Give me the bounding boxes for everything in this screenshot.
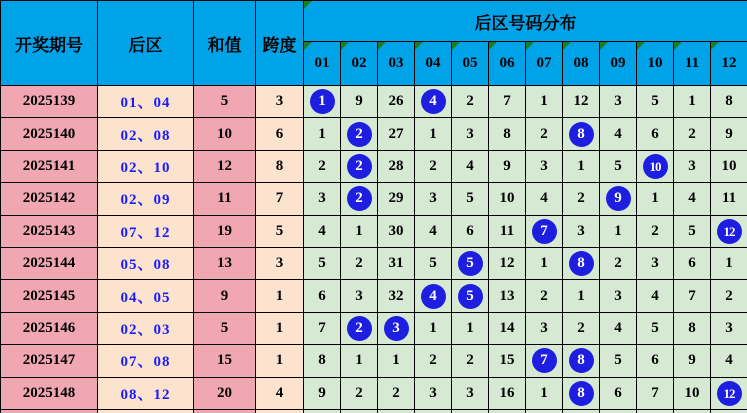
ball-cell bbox=[526, 215, 563, 247]
miss-cell: 2 bbox=[563, 312, 600, 344]
dist-col-label: 02 bbox=[351, 55, 367, 71]
number-ball: 4 bbox=[421, 89, 446, 114]
miss-cell: 8 bbox=[304, 345, 341, 377]
miss-cell: 4 bbox=[711, 345, 747, 377]
cropped-cell bbox=[489, 409, 526, 413]
dist-col-label: 12 bbox=[721, 55, 737, 71]
corner-mark-icon bbox=[304, 1, 312, 9]
miss-cell: 32 bbox=[378, 280, 415, 312]
span-cell: 1 bbox=[256, 345, 304, 377]
number-ball: 12 bbox=[717, 381, 742, 406]
ball-cell bbox=[563, 345, 600, 377]
span-cell: 1 bbox=[256, 312, 304, 344]
span-cell: 3 bbox=[256, 86, 304, 118]
dist-col-label: 09 bbox=[610, 55, 626, 71]
col-header-period: 开奖期号 bbox=[1, 1, 98, 86]
span-cell: 5 bbox=[256, 215, 304, 247]
miss-cell: 3 bbox=[526, 150, 563, 182]
miss-cell: 6 bbox=[304, 280, 341, 312]
ball-cell bbox=[341, 312, 378, 344]
miss-cell: 11 bbox=[489, 215, 526, 247]
miss-cell: 4 bbox=[304, 215, 341, 247]
back-zone-cell: 07、08 bbox=[98, 345, 194, 377]
back-zone-cell: 08、12 bbox=[98, 377, 194, 409]
miss-cell: 3 bbox=[452, 118, 489, 150]
sum-cell: 13 bbox=[194, 247, 256, 279]
miss-cell: 2 bbox=[415, 150, 452, 182]
sum-cell: 5 bbox=[194, 86, 256, 118]
miss-cell: 11 bbox=[711, 183, 747, 215]
table-row bbox=[1, 86, 747, 118]
cropped-cell bbox=[452, 409, 489, 413]
ball-cell bbox=[304, 86, 341, 118]
miss-cell: 4 bbox=[452, 150, 489, 182]
period-cell: 2025143 bbox=[1, 215, 98, 247]
number-ball: 8 bbox=[569, 251, 594, 276]
cropped-cell bbox=[563, 409, 600, 413]
dist-col-header-05 bbox=[452, 42, 489, 86]
dist-col-header-01 bbox=[304, 42, 341, 86]
miss-cell: 4 bbox=[526, 183, 563, 215]
period-cell: 2025139 bbox=[1, 86, 98, 118]
table-row bbox=[1, 377, 747, 409]
number-ball: 7 bbox=[532, 348, 557, 373]
miss-cell: 29 bbox=[378, 183, 415, 215]
number-ball: 2 bbox=[347, 154, 372, 179]
period-cell: 2025147 bbox=[1, 345, 98, 377]
miss-cell: 5 bbox=[452, 183, 489, 215]
corner-mark-icon bbox=[637, 42, 645, 50]
corner-mark-icon bbox=[526, 42, 534, 50]
miss-cell: 12 bbox=[563, 86, 600, 118]
ball-cell bbox=[563, 377, 600, 409]
miss-cell: 2 bbox=[452, 345, 489, 377]
cropped-cell bbox=[415, 409, 452, 413]
dist-col-header-03 bbox=[378, 42, 415, 86]
cropped-cell bbox=[526, 409, 563, 413]
miss-cell: 3 bbox=[711, 312, 747, 344]
miss-cell: 2 bbox=[563, 183, 600, 215]
table-row bbox=[1, 280, 747, 312]
dist-col-header-10 bbox=[637, 42, 674, 86]
cropped-cell bbox=[378, 409, 415, 413]
ball-cell bbox=[452, 280, 489, 312]
miss-cell: 2 bbox=[341, 247, 378, 279]
miss-cell: 2 bbox=[378, 377, 415, 409]
miss-cell: 2 bbox=[526, 118, 563, 150]
number-ball: 2 bbox=[347, 122, 372, 147]
ball-cell bbox=[600, 183, 637, 215]
miss-cell: 15 bbox=[489, 345, 526, 377]
corner-mark-icon bbox=[674, 42, 682, 50]
miss-cell: 6 bbox=[637, 118, 674, 150]
table-row bbox=[1, 247, 747, 279]
miss-cell: 5 bbox=[600, 150, 637, 182]
ball-cell bbox=[563, 118, 600, 150]
miss-cell: 9 bbox=[304, 377, 341, 409]
miss-cell: 3 bbox=[526, 312, 563, 344]
table-row bbox=[1, 312, 747, 344]
span-cell: 1 bbox=[256, 280, 304, 312]
span-cell: 3 bbox=[256, 247, 304, 279]
miss-cell: 1 bbox=[637, 183, 674, 215]
ball-cell bbox=[415, 86, 452, 118]
miss-cell: 6 bbox=[637, 345, 674, 377]
miss-cell: 7 bbox=[637, 377, 674, 409]
ball-cell bbox=[341, 150, 378, 182]
cropped-cell bbox=[304, 409, 341, 413]
col-header-span: 跨度 bbox=[256, 1, 304, 86]
back-zone-cell: 02、09 bbox=[98, 183, 194, 215]
corner-mark-icon bbox=[489, 42, 497, 50]
period-cell: 2025146 bbox=[1, 312, 98, 344]
dist-col-label: 03 bbox=[388, 55, 404, 71]
dist-col-header-12 bbox=[711, 42, 747, 86]
back-zone-cell: 02、03 bbox=[98, 312, 194, 344]
miss-cell: 27 bbox=[378, 118, 415, 150]
miss-cell: 5 bbox=[304, 247, 341, 279]
cropped-cell bbox=[674, 409, 711, 413]
corner-mark-icon bbox=[452, 42, 460, 50]
miss-cell: 6 bbox=[674, 247, 711, 279]
miss-cell: 1 bbox=[711, 247, 747, 279]
col-header-back-zone: 后区 bbox=[98, 1, 194, 86]
table-row bbox=[1, 345, 747, 377]
miss-cell: 2 bbox=[304, 150, 341, 182]
dist-col-label: 08 bbox=[573, 55, 589, 71]
col-header-distribution bbox=[304, 1, 747, 42]
miss-cell: 3 bbox=[600, 280, 637, 312]
miss-cell: 7 bbox=[304, 312, 341, 344]
cropped-cell bbox=[341, 409, 378, 413]
number-ball: 8 bbox=[569, 348, 594, 373]
miss-cell: 7 bbox=[489, 86, 526, 118]
number-ball: 2 bbox=[347, 186, 372, 211]
miss-cell: 10 bbox=[674, 377, 711, 409]
dist-col-header-06 bbox=[489, 42, 526, 86]
cropped-next-row bbox=[1, 409, 747, 413]
dist-col-header-09 bbox=[600, 42, 637, 86]
ball-cell bbox=[341, 118, 378, 150]
miss-cell: 9 bbox=[489, 150, 526, 182]
dist-col-label: 06 bbox=[499, 55, 515, 71]
period-cell: 2025144 bbox=[1, 247, 98, 279]
span-cell: 8 bbox=[256, 150, 304, 182]
number-ball: 8 bbox=[569, 122, 594, 147]
miss-cell: 3 bbox=[563, 215, 600, 247]
miss-cell: 7 bbox=[674, 280, 711, 312]
miss-cell: 5 bbox=[637, 86, 674, 118]
cropped-cell bbox=[98, 409, 194, 413]
back-zone-cell: 05、08 bbox=[98, 247, 194, 279]
sum-cell: 10 bbox=[194, 118, 256, 150]
dist-col-header-08 bbox=[563, 42, 600, 86]
span-cell: 7 bbox=[256, 183, 304, 215]
miss-cell: 5 bbox=[637, 312, 674, 344]
ball-cell bbox=[637, 150, 674, 182]
cropped-cell bbox=[711, 409, 747, 413]
miss-cell: 4 bbox=[674, 183, 711, 215]
ball-cell bbox=[415, 280, 452, 312]
period-cell: 2025140 bbox=[1, 118, 98, 150]
span-cell: 6 bbox=[256, 118, 304, 150]
dist-col-label: 10 bbox=[647, 55, 663, 71]
header-row-main bbox=[1, 1, 747, 42]
dist-col-label: 05 bbox=[462, 55, 478, 71]
table-row bbox=[1, 118, 747, 150]
miss-cell: 10 bbox=[489, 183, 526, 215]
number-ball: 10 bbox=[643, 154, 668, 179]
corner-mark-icon bbox=[341, 42, 349, 50]
cropped-cell bbox=[1, 409, 98, 413]
miss-cell: 1 bbox=[526, 86, 563, 118]
ball-cell bbox=[526, 345, 563, 377]
dist-col-header-04 bbox=[415, 42, 452, 86]
sum-cell: 19 bbox=[194, 215, 256, 247]
number-ball: 5 bbox=[458, 251, 483, 276]
dist-col-label: 01 bbox=[314, 55, 330, 71]
miss-cell: 4 bbox=[600, 118, 637, 150]
cropped-cell bbox=[637, 409, 674, 413]
miss-cell: 3 bbox=[674, 150, 711, 182]
miss-cell: 2 bbox=[711, 280, 747, 312]
miss-cell: 5 bbox=[674, 215, 711, 247]
miss-cell: 8 bbox=[674, 312, 711, 344]
sum-cell: 20 bbox=[194, 377, 256, 409]
number-ball: 2 bbox=[347, 316, 372, 341]
corner-mark-icon bbox=[378, 42, 386, 50]
miss-cell: 1 bbox=[526, 377, 563, 409]
miss-cell: 1 bbox=[600, 215, 637, 247]
miss-cell: 1 bbox=[378, 345, 415, 377]
miss-cell: 26 bbox=[378, 86, 415, 118]
cropped-cell bbox=[600, 409, 637, 413]
miss-cell: 12 bbox=[489, 247, 526, 279]
period-cell: 2025148 bbox=[1, 377, 98, 409]
period-cell: 2025142 bbox=[1, 183, 98, 215]
miss-cell: 2 bbox=[415, 345, 452, 377]
dist-col-label: 07 bbox=[536, 55, 552, 71]
miss-cell: 16 bbox=[489, 377, 526, 409]
sum-cell: 5 bbox=[194, 312, 256, 344]
back-zone-cell: 01、04 bbox=[98, 86, 194, 118]
miss-cell: 9 bbox=[341, 86, 378, 118]
sum-cell: 15 bbox=[194, 345, 256, 377]
miss-cell: 4 bbox=[637, 280, 674, 312]
miss-cell: 1 bbox=[415, 312, 452, 344]
miss-cell: 3 bbox=[304, 183, 341, 215]
miss-cell: 1 bbox=[674, 86, 711, 118]
back-zone-cell: 02、08 bbox=[98, 118, 194, 150]
miss-cell: 8 bbox=[711, 86, 747, 118]
ball-cell bbox=[452, 247, 489, 279]
miss-cell: 2 bbox=[452, 86, 489, 118]
sum-cell: 9 bbox=[194, 280, 256, 312]
miss-cell: 2 bbox=[674, 118, 711, 150]
number-ball: 1 bbox=[310, 89, 335, 114]
miss-cell: 1 bbox=[304, 118, 341, 150]
distribution-title: 后区号码分布 bbox=[474, 13, 577, 33]
miss-cell: 14 bbox=[489, 312, 526, 344]
miss-cell: 9 bbox=[711, 118, 747, 150]
miss-cell: 5 bbox=[600, 345, 637, 377]
col-header-sum: 和值 bbox=[194, 1, 256, 86]
back-zone-cell: 07、12 bbox=[98, 215, 194, 247]
corner-mark-icon bbox=[711, 42, 719, 50]
number-ball: 4 bbox=[421, 284, 446, 309]
dist-col-header-07 bbox=[526, 42, 563, 86]
miss-cell: 13 bbox=[489, 280, 526, 312]
dist-col-label: 04 bbox=[425, 55, 441, 71]
miss-cell: 3 bbox=[452, 377, 489, 409]
dist-col-header-11 bbox=[674, 42, 711, 86]
miss-cell: 1 bbox=[563, 280, 600, 312]
number-ball: 9 bbox=[606, 186, 631, 211]
number-ball: 8 bbox=[569, 381, 594, 406]
ball-cell bbox=[378, 312, 415, 344]
corner-mark-icon bbox=[415, 42, 423, 50]
miss-cell: 8 bbox=[489, 118, 526, 150]
miss-cell: 1 bbox=[341, 215, 378, 247]
number-ball: 5 bbox=[458, 284, 483, 309]
corner-mark-icon bbox=[304, 42, 312, 50]
miss-cell: 10 bbox=[711, 150, 747, 182]
miss-cell: 30 bbox=[378, 215, 415, 247]
ball-cell bbox=[711, 215, 747, 247]
miss-cell: 31 bbox=[378, 247, 415, 279]
miss-cell: 3 bbox=[415, 183, 452, 215]
back-zone-cell: 02、10 bbox=[98, 150, 194, 182]
miss-cell: 9 bbox=[674, 345, 711, 377]
number-ball: 3 bbox=[384, 316, 409, 341]
span-cell: 4 bbox=[256, 377, 304, 409]
miss-cell: 3 bbox=[637, 247, 674, 279]
miss-cell: 2 bbox=[600, 247, 637, 279]
miss-cell: 1 bbox=[526, 247, 563, 279]
miss-cell: 3 bbox=[415, 377, 452, 409]
ball-cell bbox=[711, 377, 747, 409]
dist-col-label: 11 bbox=[684, 55, 700, 71]
table-row bbox=[1, 150, 747, 182]
miss-cell: 1 bbox=[452, 312, 489, 344]
cropped-cell bbox=[194, 409, 256, 413]
miss-cell: 28 bbox=[378, 150, 415, 182]
miss-cell: 1 bbox=[563, 150, 600, 182]
miss-cell: 3 bbox=[600, 86, 637, 118]
corner-mark-icon bbox=[563, 42, 571, 50]
sum-cell: 11 bbox=[194, 183, 256, 215]
miss-cell: 1 bbox=[415, 118, 452, 150]
sum-cell: 12 bbox=[194, 150, 256, 182]
ball-cell bbox=[341, 183, 378, 215]
dist-col-header-02 bbox=[341, 42, 378, 86]
number-ball: 7 bbox=[532, 219, 557, 244]
miss-cell: 3 bbox=[341, 280, 378, 312]
period-cell: 2025141 bbox=[1, 150, 98, 182]
miss-cell: 6 bbox=[600, 377, 637, 409]
miss-cell: 1 bbox=[341, 345, 378, 377]
miss-cell: 4 bbox=[600, 312, 637, 344]
cropped-cell bbox=[256, 409, 304, 413]
miss-cell: 2 bbox=[526, 280, 563, 312]
number-ball: 12 bbox=[717, 219, 742, 244]
miss-cell: 2 bbox=[637, 215, 674, 247]
miss-cell: 2 bbox=[341, 377, 378, 409]
period-cell: 2025145 bbox=[1, 280, 98, 312]
corner-mark-icon bbox=[600, 42, 608, 50]
ball-cell bbox=[563, 247, 600, 279]
table-row bbox=[1, 215, 747, 247]
table-row bbox=[1, 183, 747, 215]
miss-cell: 4 bbox=[415, 215, 452, 247]
miss-cell: 5 bbox=[415, 247, 452, 279]
back-zone-cell: 04、05 bbox=[98, 280, 194, 312]
miss-cell: 6 bbox=[452, 215, 489, 247]
